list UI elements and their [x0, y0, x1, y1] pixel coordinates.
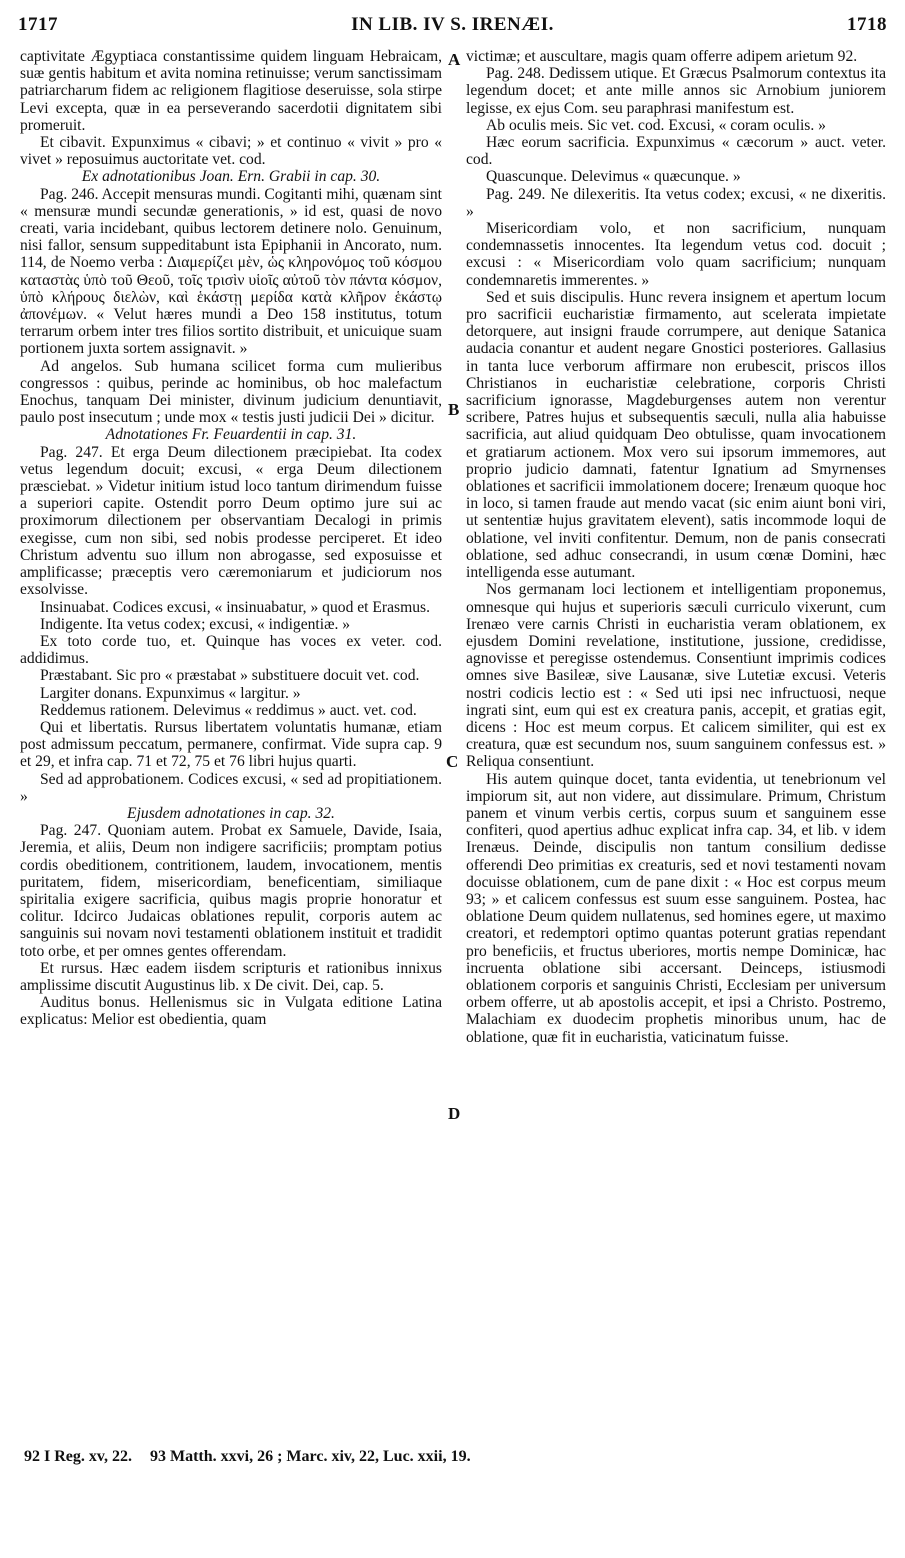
paragraph: Qui et libertatis. Rursus libertatem voluntatis humanæ, etiam post admissum peccatum, permanere, confirmat. Vide supra cap. 9 et 29, et infra cap. 71 et 72, 75 et 76 libri hujus quarti.: [20, 718, 442, 771]
paragraph: Ab oculis meis. Sic vet. cod. Excusi, « coram oculis. »: [486, 116, 826, 134]
left-column: [20, 48, 442, 1029]
running-title: IN LIB. IV S. IRENÆI.: [351, 14, 554, 35]
margin-letter-d: D: [448, 1104, 461, 1123]
section-heading: Ejusdem adnotationes in cap. 32.: [127, 804, 335, 822]
margin-letter-a: A: [448, 50, 461, 69]
footnote: 92 I Reg. xv, 22.: [24, 1448, 132, 1465]
paragraph: Reddemus rationem. Delevimus « reddimus » auct. vet. cod.: [40, 701, 417, 719]
paragraph: Indigente. Ita vetus codex; excusi, « indigentiæ. »: [40, 615, 351, 633]
paragraph: Pag. 247. Et erga Deum dilectionem præcipiebat. Ita codex vetus legendum docuit; excusi, « erga Deum dilectionem præsciebat. » Videtur initium istud loco tantum dirimendum fuisse a superiori capite. Ostendit porro Deum optimo jure sui ac proximorum dilectionem per observantiam Decalogi in primis exegisse, cum non sibi, sed nobis prodesse perciperet. Et ideo Christum adventu suo illum non abrogasse, sed exposuisse et amplificasse; præceptis vero cæremoniarum et judiciorum nos exsolvisse.: [20, 443, 442, 599]
footnotes: [24, 1448, 485, 1466]
paragraph: Largiter donans. Expunximus « largitur. »: [40, 684, 301, 702]
paragraph: Pag. 249. Ne dilexeritis. Ita vetus codex; excusi, « ne dixeritis. »: [466, 185, 886, 220]
paragraph: Nos germanam loci lectionem et intelligentiam proponemus, omnesque qui hujus et superioris sæculi curriculo vixerunt, cum Irenæo vere carnis Christi in eucharistia veram oblationem, ex ejusdem Domini revelatione, institutione, jussione, credidisse, agnovisse et peregisse ostendemus. Consentiunt imprimis codices omnes sive Basileæ, sive Lausanæ, sive Lutetiæ excusi. Veteris nostri codicis lectio est : « Sed uti ipsi nec infructuosi, neque ingrati sint, eum qui est ex creatura panis, accepit, et gratias egit, dicens : Hoc est meum corpus. Et calicem similiter, qui est ex creatura, quæ est secundum nos, suum sanguinem confessus est. » Reliqua consentiunt.: [466, 581, 886, 771]
paragraph: Insinuabat. Codices excusi, « insinuabatur, » quod et Erasmus.: [40, 598, 431, 616]
section-heading: Ex adnotationibus Joan. Ern. Grabii in cap. 30.: [81, 168, 381, 186]
right-column: [466, 48, 886, 1046]
paragraph: Pag. 248. Dedissem utique. Et Græcus Psalmorum contextus ita legendum docet; et ante mille annos sic Arnobium juniorem legisse, ex ejus Com. seu paraphrasi manifestum est.: [466, 65, 886, 117]
paragraph: captivitate Ægyptiaca constantissime quidem linguam Hebraicam, suæ gentis habitum et avita nomina retinuisse; verum sanctissimam patriarcharum fidem ac religionem flagitiose deseruisse, sola stirpe Levi excepta, quæ in ea perseverando sacerdotii dignitatem sibi promeruit.: [20, 48, 442, 134]
paragraph: Misericordiam volo, et non sacrificium, nunquam condemnassetis innocentes. Ita legendum vetus cod. docuit ; excusi : « Misericordiam volo quam sacrificium; nunquam condemnaretis immerentes. »: [466, 220, 886, 289]
paragraph: Sed et suis discipulis. Hunc revera insignem et apertum locum pro sacrificii eucharistiæ firmamento, aut scelerata impietate detorquere, aut insigni fraude corrumpere, aut denique Satanica audacia conantur et audent negare Gnostici posteriores. Gallasius in tanta luce verborum affirmare non erubescit, priscos illos Christianos in eucharistiæ celebratione, corporis Christi sacrificium ignorasse, Magdeburgenses autem non verentur scribere, Patres hujus et subsequentis sæculi, nulla alia habuisse sacrificia, aut aliud quidquam Deo obtulisse, quam invocationem et gratiarum actionem. Mox vero sui ipsorum immemores, aut proprio judicio damnati, fatentur Ignatium ad Smyrnenses oblationes et sacrificii immolationem docere; Irenæum quoque hoc in loco, si tamen fraude aut mendo vacat (sic enim aiunt boni viri, ut sententiæ hujus gravitatem elevent), satis incommode loqui de oblatione, vel inviti confitentur. Demum, non de panis consecrati oblatione, sed adhuc consecrandi, in usum cœnæ Domini, hæc intelligenda esse autumant.: [466, 288, 886, 582]
paragraph: Pag. 246. Accepit mensuras mundi. Cogitanti mihi, quænam sint « mensuræ mundi secundæ generationis, » id est, quasi de novo creati, varia incidebant, quibus lectorem detinere nolo. Genuinum, nisi fallor, sensum suppeditabunt ista Epiphanii in Ancorato, num. 114, de Noemo verba : Διαμερίζει μὲν, ὡς κληρονόμος τοῦ κόσμου καταστὰς ὑπὸ τοῦ Θεοῦ, τοῖς τρισὶν υἱοῖς αὐτοῦ τὸν πάντα κόσμον, ὑπὸ κλήρους διελὼν, καὶ ἑκάστῃ μερίδα κατὰ κλῆρον ἑκάστῳ ἀπονέμων. « Velut hæres mundi a Deo 158 institutus, totum terrarum orbem inter tres filios sortito distribuit, et unicuique suam portionem juxta sortem assignavit. »: [20, 185, 442, 358]
page-number-left: 1717: [18, 14, 58, 35]
paragraph: Et cibavit. Expunximus « cibavi; » et continuo « vivit » pro « vivet » reposuimus auctoritate vet. cod.: [20, 134, 442, 169]
paragraph: Auditus bonus. Hellenismus sic in Vulgata editione Latina explicatus: Melior est obedientia, quam: [20, 994, 442, 1029]
footnote: 93 Matth. xxvi, 26 ; Marc. xiv, 22, Luc. xxii, 19.: [150, 1448, 471, 1465]
paragraph: Ex toto corde tuo, et. Quinque has voces ex veter. cod. addidimus.: [20, 632, 442, 668]
page-number-right: 1718: [847, 14, 887, 35]
paragraph: Pag. 247. Quoniam autem. Probat ex Samuele, Davide, Isaia, Jeremia, et aliis, Deum non indigere sacrificiis; promptam potius cordis obeditionem, contritionem, laudem, invocationem, mentis puritatem, fidem, misericordiam, beneficentiam, similiaque spiritalia exigere sacrificia, quibus magis proprie honoratur et colitur. Idcirco Judaicas oblationes repulit, corporis autem ac sanguinis sui novam novi testamenti oblationem instituit et tradidit toto orbe, et per omnes gentes offerendam.: [20, 822, 442, 960]
margin-letter-c: C: [446, 752, 459, 771]
paragraph: Sed ad approbationem. Codices excusi, « sed ad propitiationem. »: [20, 770, 442, 805]
paragraph: His autem quinque docet, tanta evidentia, ut tenebrionum vel impiorum sit, aut non videre, aut dissimulare. Primum, Christum panem et vinum verbis certis, corpus suum et sanguinem esse confiteri, quod apertius adhuc explicat infra cap. 34, et lib. v idem Irenæus. Deinde, discipulis non tantum consilium dedisse offerendi Deo primitias ex creaturis, sed et novi testamenti novam docuisse oblationem, cum de pane dixit : « Hoc est corpus meum 93; » et calicem confessus est suum esse sanguinem. Postea, hac oblatione Deum quidem nullatenus, sed homines egere, ut maximo creatori, et redemptori optimo quantas poterunt gratias rependant pro beneficiis, et fructus uberiores, mortis nempe Dominicæ, hac incruenta oblatione sibi accersant. Deinceps, istiusmodi oblationem corporis et sanguinis Christi, Ecclesiam per universum orbem offerre, ut ab apostolis accepit, et ipsi a Christo. Postremo, Malachiam ex duodecim prophetis minoribus unum, hac de oblatione, quæ fit in eucharistia, vaticinatum fuisse.: [466, 770, 886, 1046]
paragraph: Quascunque. Delevimus « quæcunque. »: [486, 168, 741, 186]
margin-letter-b: B: [448, 400, 460, 419]
paragraph: Ad angelos. Sub humana scilicet forma cum mulieribus congressos : quibus, perinde ac hominibus, ob hoc malefactum Enochus, tanquam Dei minister, divinum judicium denuntiavit, paulo post insecutum ; unde mox « testis justi judicii Dei » dicitur.: [20, 357, 442, 427]
paragraph: victimæ; et auscultare, magis quam offerre adipem arietum 92.: [466, 48, 858, 65]
section-heading: Adnotationes Fr. Feuardentii in cap. 31.: [105, 426, 357, 444]
paragraph: Hæc eorum sacrificia. Expunximus « cæcorum » auct. veter. cod.: [466, 134, 886, 169]
paragraph: Et rursus. Hæc eadem iisdem scripturis et rationibus innixus amplissime discutit Augustinus lib. x De civit. Dei, cap. 5.: [20, 959, 442, 994]
paragraph: Præstabant. Sic pro « præstabat » substituere docuit vet. cod.: [40, 667, 420, 685]
